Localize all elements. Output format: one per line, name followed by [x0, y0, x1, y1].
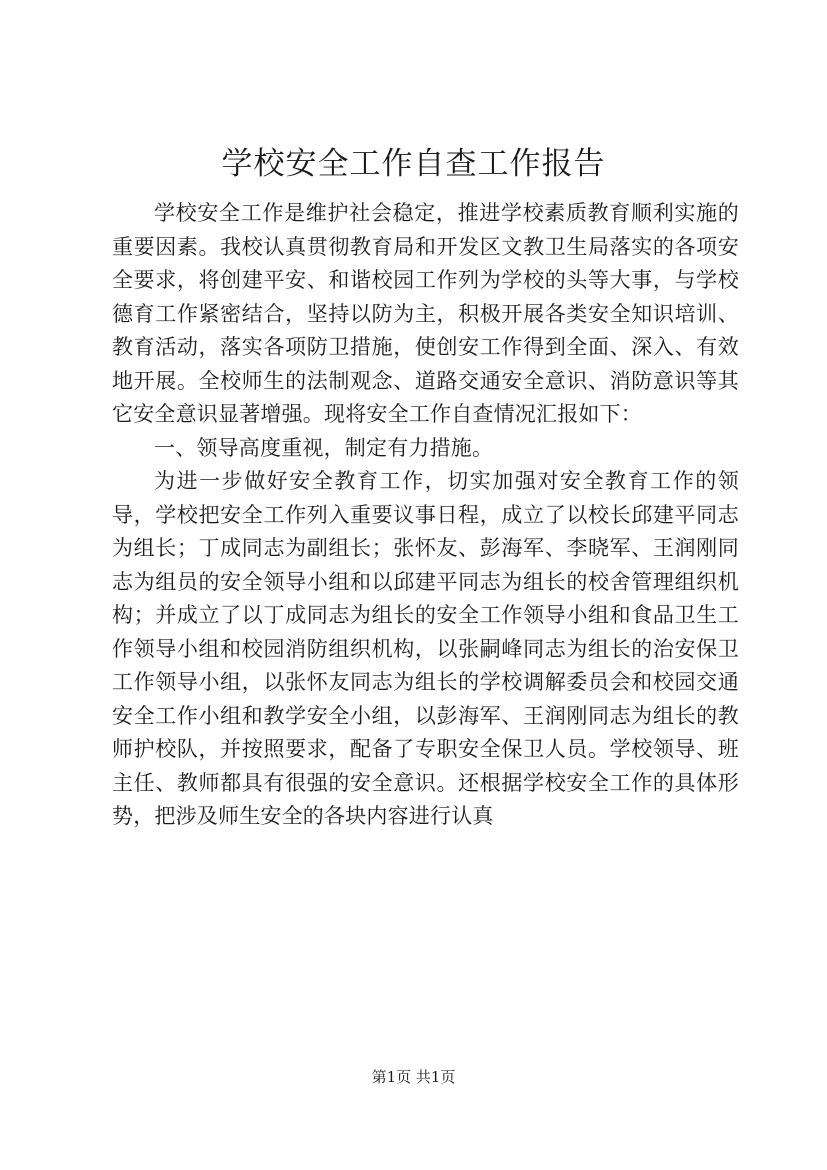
intro-paragraph: 学校安全工作是维护社会稳定，推进学校素质教育顺利实施的重要因素。我校认真贯彻教育局和开发区文教卫生局落实的各项安全要求，将创建平安、和谐校园工作列为学校的头等大事，与学校德育工作紧密结合，坚持以防为主，积极开展各类安全知识培训、教育活动，落实各项防卫措施，使创安工作得到全面、深入、有效地开展。全校师生的法制观念、道路交通安全意识、消防意识等其它安全意识显著增强。现将安全工作自查情况汇报如下： — [112, 201, 739, 426]
page-footer: 第1页 共1页 — [371, 1068, 456, 1086]
section-heading: 一、领导高度重视，制定有力措施。 — [154, 435, 494, 460]
document-body — [112, 197, 739, 834]
document-title: 学校安全工作自查工作报告 — [221, 146, 606, 182]
section-paragraph: 为进一步做好安全教育工作，切实加强对安全教育工作的领导，学校把安全工作列入重要议事日程，成立了以校长邱建平同志为组长；丁成同志为副组长；张怀友、彭海军、李晓军、王润刚同志为组员的安全领导小组和以邱建平同志为组长的校舍管理组织机构；并成立了以丁成同志为组长的安全工作领导小组和食品卫生工作领导小组和校园消防组织机构，以张嗣峰同志为组长的治安保卫工作领导小组，以张怀友同志为组长的学校调解委员会和校园交通安全工作小组和教学安全小组，以彭海军、王润刚同志为组长的教师护校队，并按照要求，配备了专职安全保卫人员。学校领导、班主任、教师都具有很强的安全意识。还根据学校安全工作的具体形势，把涉及师生安全的各块内容进行认真 — [112, 469, 739, 828]
